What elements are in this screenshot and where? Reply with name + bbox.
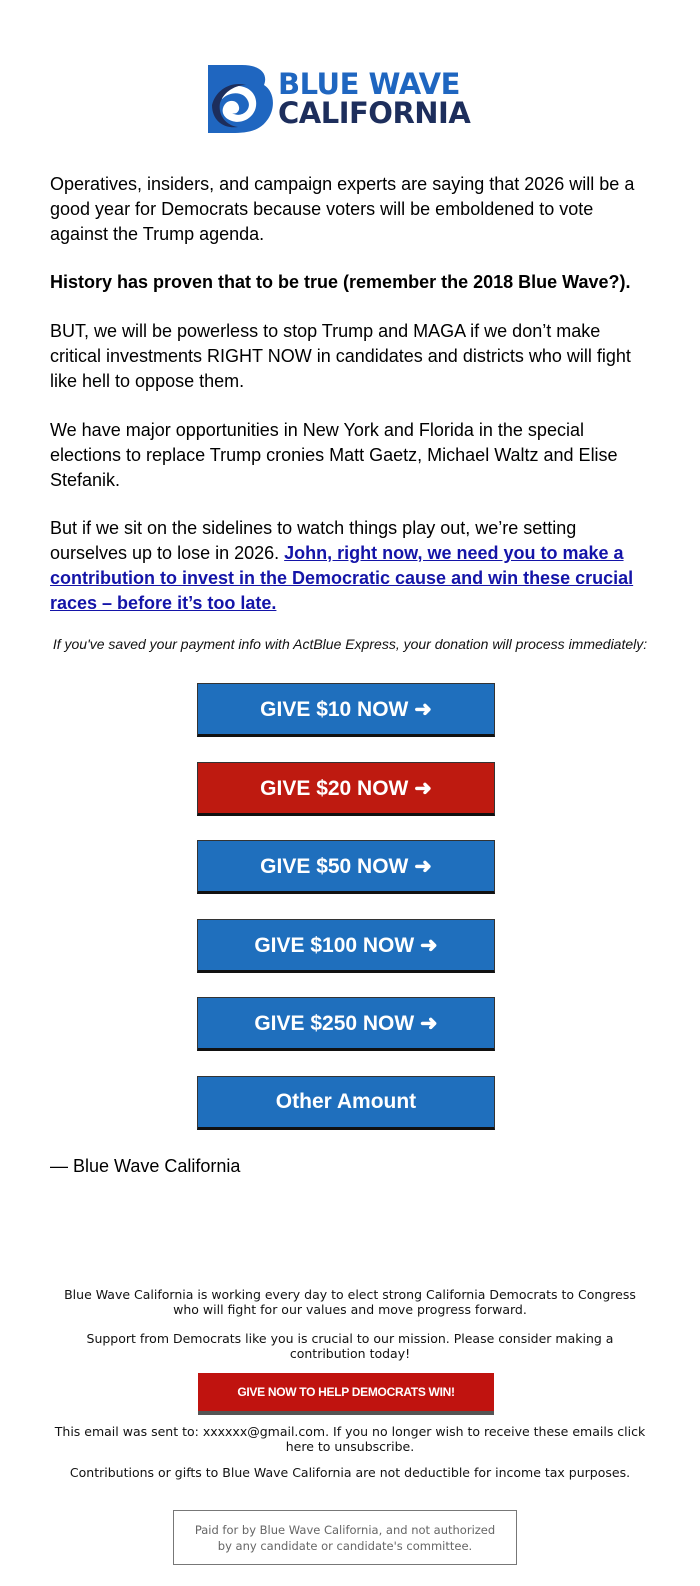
blue-wave-california-logo <box>206 63 491 135</box>
logo-line-1: BLUE WAVE <box>278 67 460 101</box>
appeal-text: But if we sit on the sidelines to watch things play out, we’re setting ourselves up to lose in 2026. <box>50 518 577 563</box>
paragraph-investments: BUT, we will be powerless to stop Trump and MAGA if we don’t make critical investments RIGHT NOW in candidates and districts who will fight like hell to oppose them. <box>50 321 631 391</box>
wave-b-icon <box>206 63 276 135</box>
give-250-button[interactable]: GIVE $250 NOW ➜ <box>197 997 495 1051</box>
footer-about: Blue Wave California is working every day to elect strong California Democrats to Congress who will fight for our values and move progress forward. <box>64 1287 636 1317</box>
logo-line-2: CALIFORNIA <box>278 96 471 130</box>
give-20-button[interactable]: GIVE $20 NOW ➜ <box>197 762 495 816</box>
contribute-link[interactable]: John, right now, we need you to make a contribution to invest in the Democratic cause and win these crucial races – before it’s too late. <box>50 543 634 613</box>
give-10-button[interactable]: GIVE $10 NOW ➜ <box>197 683 495 737</box>
other-amount-button[interactable]: Other Amount <box>197 1076 495 1130</box>
signoff: — Blue Wave California <box>50 1156 241 1176</box>
paid-for-disclaimer: Paid for by Blue Wave California, and not authorized by any candidate or candidate's committee. <box>173 1510 517 1565</box>
paragraph-history: History has proven that to be true (remember the 2018 Blue Wave?). <box>50 272 631 292</box>
footer-unsubscribe[interactable]: This email was sent to: xxxxxx@gmail.com. If you no longer wish to receive these emails click here to unsubscribe. <box>54 1424 646 1454</box>
paragraph-intro: Operatives, insiders, and campaign experts are saying that 2026 will be a good year for Democrats because voters will be emboldened to vote against the Trump agenda. <box>50 174 635 244</box>
logo-wordmark <box>278 67 471 130</box>
footer-tax-note: Contributions or gifts to Blue Wave California are not deductible for income tax purposes. <box>69 1465 631 1480</box>
footer-support: Support from Democrats like you is crucial to our mission. Please consider making a contribution today! <box>86 1331 614 1361</box>
actblue-express-note: If you've saved your payment info with ActBlue Express, your donation will process immediately: <box>52 636 648 652</box>
paragraph-appeal <box>50 516 650 616</box>
give-50-button[interactable]: GIVE $50 NOW ➜ <box>197 840 495 894</box>
give-now-footer-button[interactable]: GIVE NOW TO HELP DEMOCRATS WIN! <box>198 1373 494 1415</box>
paragraph-opportunities: We have major opportunities in New York and Florida in the special elections to replace Trump cronies Matt Gaetz, Michael Waltz and Elise Stefanik. <box>50 420 618 490</box>
give-100-button[interactable]: GIVE $100 NOW ➜ <box>197 919 495 973</box>
